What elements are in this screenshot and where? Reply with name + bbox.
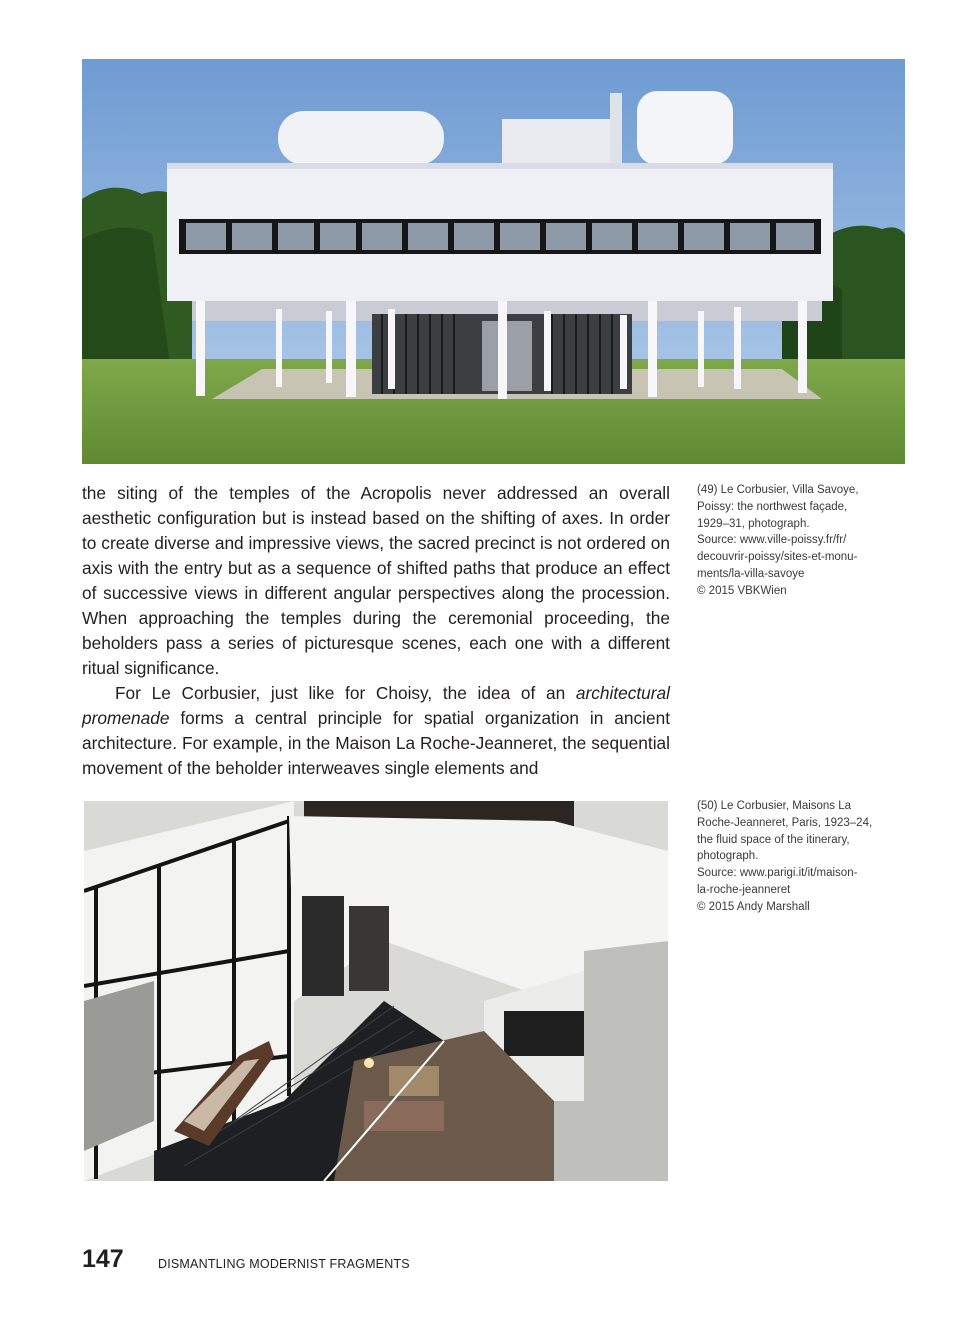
caption-line: la-roche-jeanneret [697,883,791,896]
page-number: 147 [82,1245,124,1273]
caption-line: Source: www.parigi.it/it/maison- [697,867,858,880]
villa-savoye-image [82,59,905,464]
paragraph-2-tail: forms a central principle for spatial organization in ancient architecture. For example, in the Maison La Roche-Jeanneret, the sequential movement of the beholder interweaves single elements and [82,708,670,778]
caption-line: decouvrir-poissy/sites-et-monu- [697,551,858,564]
caption-villa-savoye [697,482,897,600]
caption-line: Poissy: the northwest façade, [697,500,848,513]
body-paragraph-2 [82,681,670,781]
italic-term: architectural promenade [82,683,670,728]
maison-la-roche-image [84,801,668,1181]
caption-line: © 2015 Andy Marshall [697,900,810,913]
body-paragraph-1: the siting of the temples of the Acropolis never addressed an overall aesthetic configuration but is instead based on the shifting of axes. In order to create diverse and impressive views, the sacred precinct is not ordered on axis with the entry but as a sequence of shifted paths that produce an effect of successive views in different angular perspectives along the procession. When approaching the temples during the ceremonial proceeding, the beholders pass a series of picturesque scenes, each one with a different ritual significance. [82,483,670,678]
caption-line: Source: www.ville-poissy.fr/fr/ [697,534,847,547]
caption-maison-la-roche [697,798,897,916]
body-text [82,481,670,781]
caption-line: 1929–31, photograph. [697,517,810,530]
caption-line: the fluid space of the itinerary, [697,833,850,846]
maison-la-roche-photo [84,801,668,1181]
caption-line: (49) Le Corbusier, Villa Savoye, [697,484,859,496]
caption-line: photograph. [697,850,759,863]
caption-line: ments/la-villa-savoye [697,567,805,580]
villa-savoye-photo [82,59,905,464]
running-title: DISMANTLING MODERNIST FRAGMENTS [158,1257,410,1271]
caption-line: Roche-Jeanneret, Paris, 1923–24, [697,816,873,829]
caption-line: (50) Le Corbusier, Maisons La [697,800,852,812]
caption-line: © 2015 VBKWien [697,584,787,597]
paragraph-2-lead: For Le Corbusier, just like for Choisy, the idea of an [115,683,576,703]
